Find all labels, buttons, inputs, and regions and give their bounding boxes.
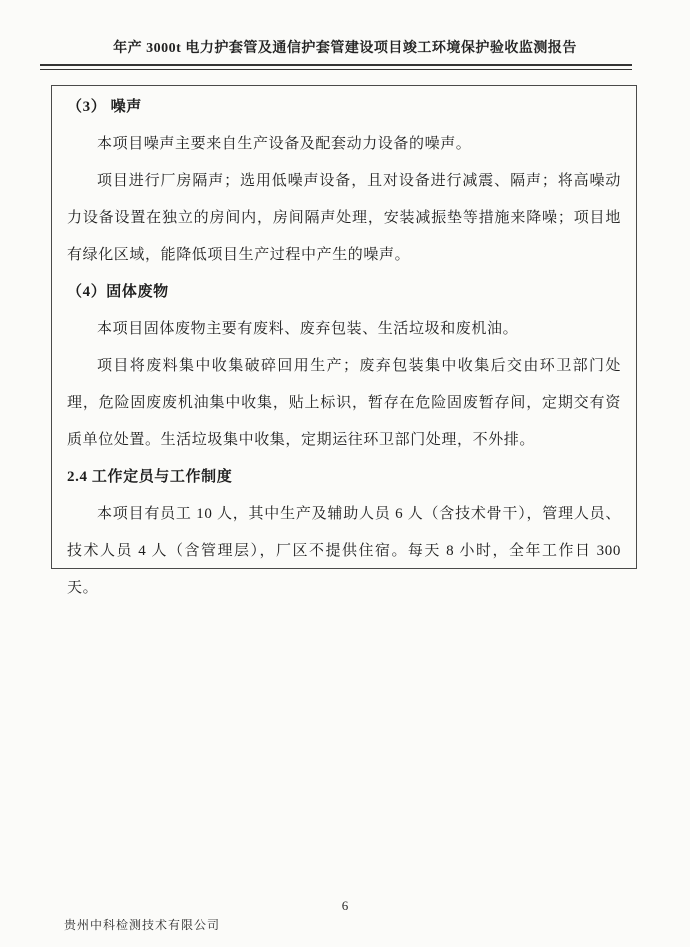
header-title: 年产 3000t 电力护套管及通信护套管建设项目竣工环境保护验收监测报告 [113, 41, 577, 56]
paragraph-noise-source: 本项目噪声主要来自生产设备及配套动力设备的噪声。 [97, 136, 472, 152]
page-number: 6 [341, 898, 349, 913]
paragraph-noise-measures: 项目进行厂房隔声；选用低噪声设备，且对设备进行减震、隔声；将高噪动力设备设置在独立的房间内，房间隔声处理，安装减振垫等措施来降噪；项目地有绿化区域，能降低项目生产过程中产生的噪声。 [67, 173, 621, 263]
content-box [51, 85, 637, 596]
paragraph-solid-waste-handling: 项目将废料集中收集破碎回用生产；废弃包装集中收集后交由环卫部门处理，危险固废废机油集中收集，贴上标识，暂存在危险固废暂存间，定期交有资质单位处置。生活垃圾集中收集，定期运往环卫部门处理，不外排。 [67, 358, 621, 448]
heading-staffing-system: 2.4 工作定员与工作制度 [67, 469, 233, 485]
header-double-rule [40, 64, 632, 70]
heading-noise: （3） 噪声 [67, 99, 142, 115]
heading-solid-waste: （4）固体废物 [67, 284, 169, 300]
company-name: 贵州中科检测技术有限公司 [64, 918, 221, 932]
paragraph-solid-waste-types: 本项目固体废物主要有废料、废弃包装、生活垃圾和废机油。 [97, 321, 519, 337]
paragraph-staffing-details: 本项目有员工 10 人，其中生产及辅助人员 6 人（含技术骨干），管理人员、技术人员 4 人（含管理层），厂区不提供住宿。每天 8 小时，全年工作日 300 天。 [67, 506, 621, 596]
